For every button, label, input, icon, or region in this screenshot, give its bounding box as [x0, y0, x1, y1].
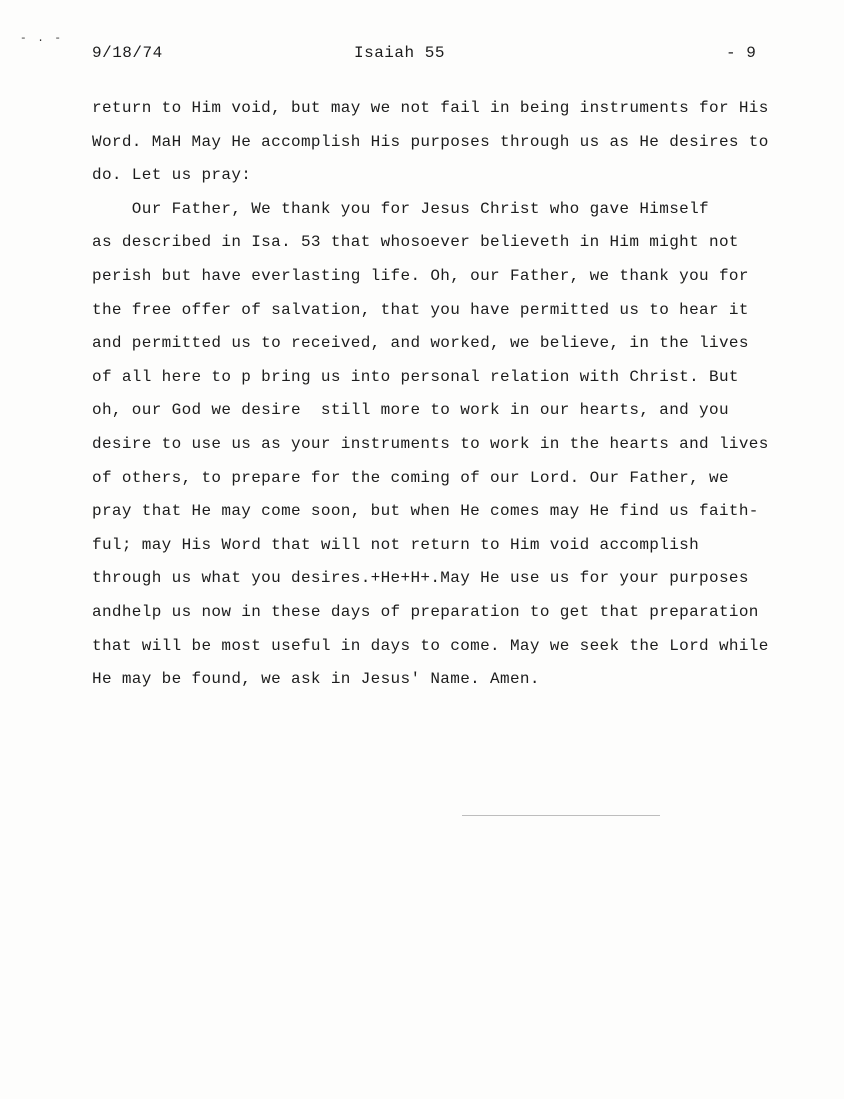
text-line: ful; may His Word that will not return to Him void accomplish: [92, 535, 700, 554]
text-line: oh, our God we desire still more to work in our hearts, and you: [92, 401, 729, 420]
text-line: desire to use us as your instruments to work in the hearts and lives: [92, 434, 769, 453]
text-line: that will be most useful in days to come. May we seek the Lord while: [92, 636, 769, 655]
text-line: Word. MaH May He accomplish His purposes through us as He desires to: [92, 132, 769, 151]
header-date: 9/18/74: [92, 44, 163, 62]
signature-line: [462, 815, 660, 816]
text-line: andhelp us now in these days of preparation to get that preparation: [92, 602, 759, 621]
text-line: the free offer of salvation, that you have permitted us to hear it: [92, 300, 749, 319]
text-line: return to Him void, but may we not fail in being instruments for His: [92, 99, 769, 117]
header-title: Isaiah 55: [354, 44, 445, 62]
text-line: as described in Isa. 53 that whosoever believeth in Him might not: [92, 233, 739, 252]
text-line: pray that He may come soon, but when He comes may He find us faith-: [92, 502, 759, 521]
sermon-body: [92, 92, 792, 697]
text-line: Our Father, We thank you for Jesus Christ who gave Himself: [92, 199, 709, 218]
text-line: perish but have everlasting life. Oh, our Father, we thank you for: [92, 266, 749, 285]
header-page-number: - 9: [726, 44, 757, 62]
corner-mark: - . -: [20, 33, 64, 45]
text-line: of others, to prepare for the coming of our Lord. Our Father, we: [92, 468, 729, 487]
text-line: of all here to p bring us into personal relation with Christ. But: [92, 367, 739, 386]
text-line: through us what you desires.+He+H+.May He use us for your purposes: [92, 569, 749, 588]
text-line: and permitted us to received, and worked, we believe, in the lives: [92, 334, 749, 353]
text-line: do. Let us pray:: [92, 166, 252, 185]
text-line: He may be found, we ask in Jesus' Name. Amen.: [92, 670, 540, 689]
